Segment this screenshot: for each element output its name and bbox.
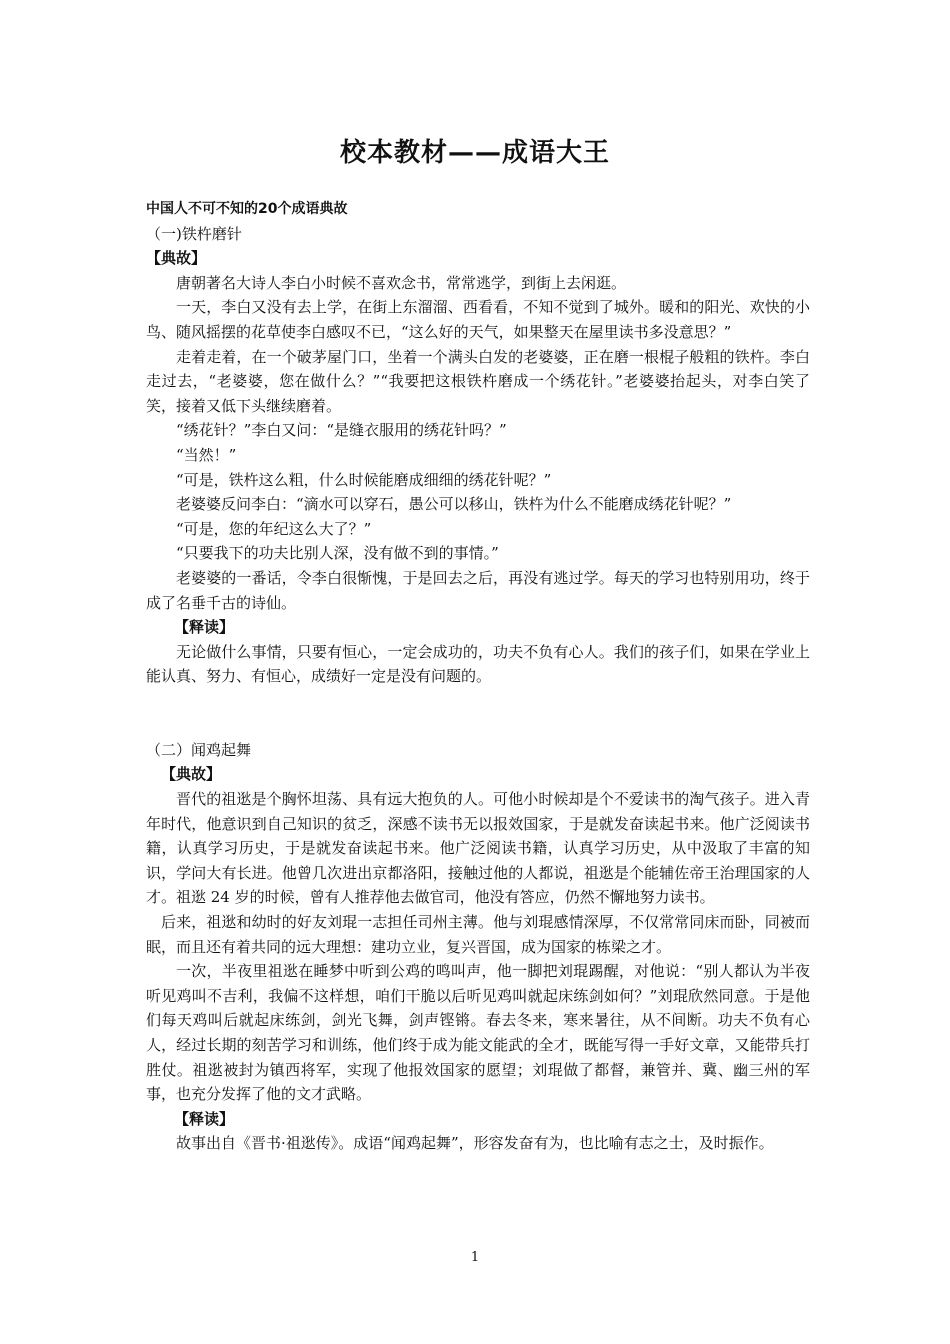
story1-paragraph: “可是，铁杵这么粗，什么时候能磨成细细的绣花针呢？” xyxy=(176,470,552,489)
document-title: 校本教材——成语大王 xyxy=(339,138,610,168)
section-spacer xyxy=(146,689,810,738)
story1-paragraph: “绣花针？”李白又问：“是缝衣服用的绣花针吗？” xyxy=(176,421,507,440)
story1-heading: （一)铁杵磨针 xyxy=(146,224,242,243)
page-number: 1 xyxy=(470,1250,480,1265)
story1-paragraph: “可是，您的年纪这么大了？” xyxy=(176,519,372,538)
story1-paragraph: 一天，李白又没有去上学，在街上东溜溜、西看看，不知不觉到了城外。暖和的阳光、欢快的小鸟、随风摇摆的花草使李白感叹不已，“这么好的天气，如果整天在屋里读书多没意思？” xyxy=(146,298,810,341)
story1-reading-tag: 【释读】 xyxy=(174,618,235,637)
document-body xyxy=(146,197,810,1156)
story1-paragraph: “只要我下的功夫比别人深，没有做不到的事情。” xyxy=(176,544,499,563)
story1-paragraph: 唐朝著名大诗人李白小时候不喜欢念书，常常逃学，到街上去闲逛。 xyxy=(176,273,627,292)
story2-paragraph: 晋代的祖逖是个胸怀坦荡、具有远大抱负的人。可他小时候却是个不爱读书的淘气孩子。进入青年时代，他意识到自己知识的贫乏，深感不读书无以报效国家，于是就发奋读起书来。他广泛阅读书籍，认真学习历史，于是就发奋读起书来。他广泛阅读书籍，认真学习历史，从中汲取了丰富的知识，学问大有长进。他曾几次进出京都洛阳，接触过他的人都说，祖逖是个能辅佐帝王治理国家的人才。祖逖 24 岁的时候，曾有人推荐他去做官司，他没有答应，仍然不懈地努力读书。 xyxy=(146,790,810,907)
story2-heading: （二）闻鸡起舞 xyxy=(146,740,252,759)
story2-paragraph: 一次，半夜里祖逖在睡梦中听到公鸡的鸣叫声，他一脚把刘琨踢醒，对他说：“别人都认为半夜听见鸡叫不吉利，我偏不这样想，咱们干脆以后听见鸡叫就起床练剑如何？”刘琨欣然同意。于是他们每天鸡叫后就起床练剑，剑光飞舞，剑声铿锵。春去冬来，寒来暑往，从不间断。功夫不负有心人，经过长期的刻苦学习和训练，他们终于成为能文能武的全才，既能写得一手好文章，又能带兵打胜仗。祖逖被封为镇西将军，实现了他报效国家的愿望；刘琨做了都督，兼管并、冀、幽三州的军事，也充分发挥了他的文才武略。 xyxy=(146,962,810,1104)
story1-origin-tag: 【典故】 xyxy=(146,249,207,268)
story1-paragraph: 老婆婆反问李白：“滴水可以穿石，愚公可以移山，铁杵为什么不能磨成绣花针呢？” xyxy=(176,495,732,514)
document-subtitle: 中国人不可不知的20个成语典故 xyxy=(146,201,348,217)
story2-reading-tag: 【释读】 xyxy=(174,1109,235,1128)
story2-reading: 故事出自《晋书·祖逖传》。成语“闻鸡起舞”，形容发奋有为，也比喻有志之士，及时振作。 xyxy=(176,1134,774,1153)
story1-paragraph: 走着走着，在一个破茅屋门口，坐着一个满头白发的老婆婆，正在磨一根棍子般粗的铁杵。李白走过去，“老婆婆，您在做什么？”“我要把这根铁杵磨成一个绣花针。”老婆婆抬起头，对李白笑了笑，接着又低下头继续磨着。 xyxy=(146,347,810,415)
story2-paragraph: 后来，祖逖和幼时的好友刘琨一志担任司州主薄。他与刘琨感情深厚，不仅常常同床而卧，同被而眠，而且还有着共同的远大理想：建功立业，复兴晋国，成为国家的栋梁之才。 xyxy=(146,913,810,956)
story1-paragraph: “当然！” xyxy=(176,445,237,464)
story2-origin-tag: 【典故】 xyxy=(161,765,222,784)
story1-reading: 无论做什么事情，只要有恒心，一定会成功的，功夫不负有心人。我们的孩子们，如果在学业上能认真、努力、有恒心，成绩好一定是没有问题的。 xyxy=(146,642,810,686)
story1-paragraph: 老婆婆的一番话，令李白很惭愧，于是回去之后，再没有逃过学。每天的学习也特别用功，终于成了名垂千古的诗仙。 xyxy=(146,568,810,612)
